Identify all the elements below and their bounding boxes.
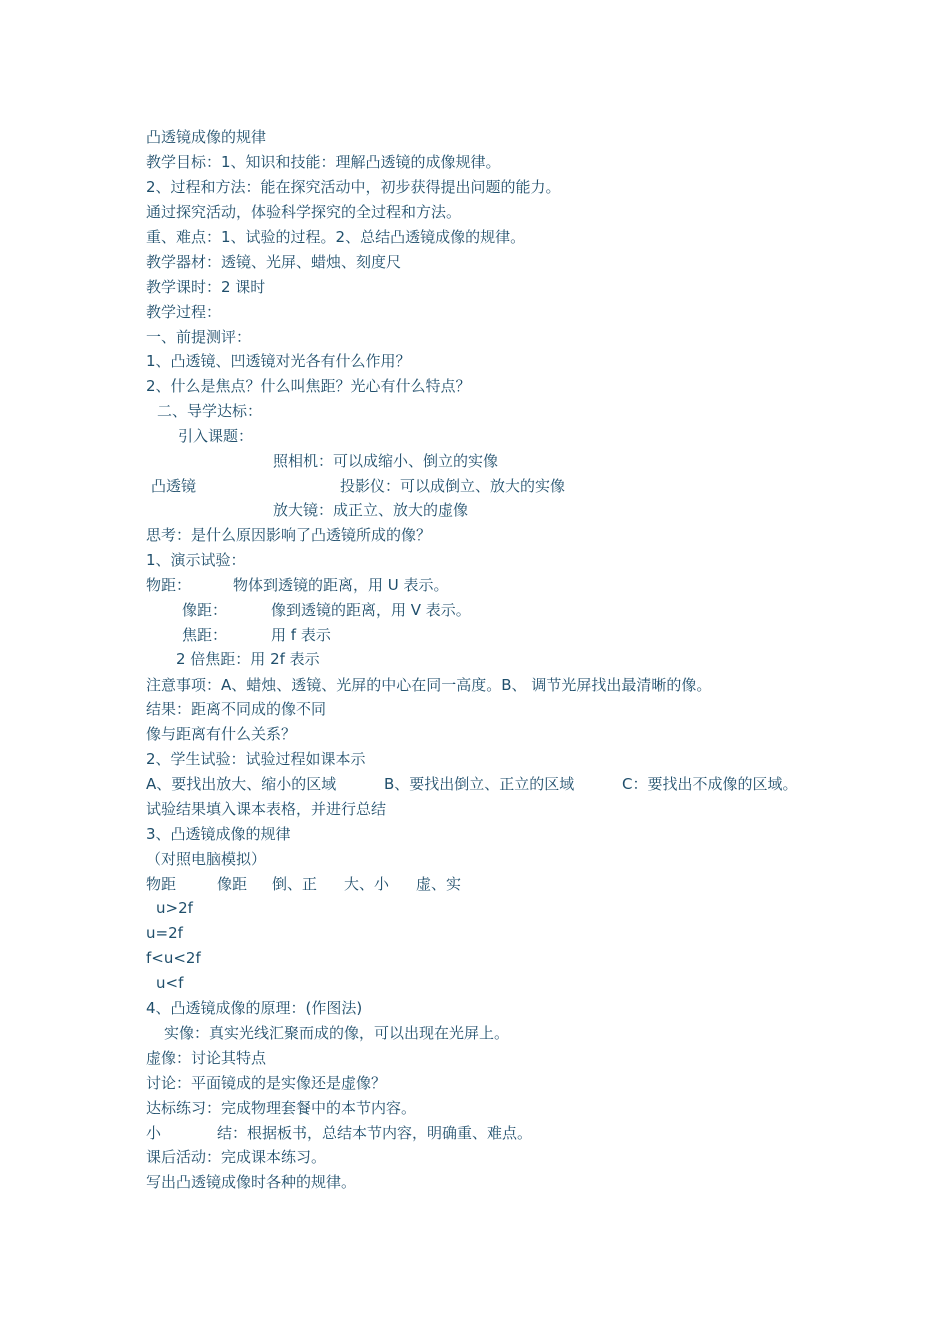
summary-text: 结：根据板书，总结本节内容，明确重、难点。: [217, 1124, 533, 1142]
result-line: 结果：距离不同成的像不同: [146, 700, 327, 718]
table-row-1: u>2f: [156, 899, 193, 917]
object-distance-definition: 物体到透镜的距离，用 U 表示。: [233, 576, 449, 594]
task-c: C：要找出不成像的区域。: [622, 775, 798, 793]
fill-table-line: 试验结果填入课本表格，并进行总结: [146, 800, 387, 818]
document-title: 凸透镜成像的规律: [146, 128, 267, 146]
focal-length-definition: 用 f 表示: [271, 626, 331, 644]
focal-length-label: 焦距：: [182, 626, 228, 644]
demo-heading: 1、演示试验：: [146, 551, 246, 569]
projector-line: 投影仪：可以成倒立、放大的实像: [340, 477, 566, 495]
after-class-line: 课后活动：完成课本练习。: [146, 1148, 327, 1166]
table-row-4: u<f: [156, 974, 184, 992]
process-heading: 教学过程：: [146, 303, 222, 321]
double-focal-line: 2 倍焦距：用 2f 表示: [176, 650, 320, 668]
real-image-line: 实像：真实光线汇聚而成的像，可以出现在光屏上。: [164, 1024, 510, 1042]
image-distance-definition: 像到透镜的距离，用 V 表示。: [271, 601, 471, 619]
convex-lens-label: 凸透镜: [151, 477, 197, 495]
objectives-line-3: 通过探究活动，体验科学探究的全过程和方法。: [146, 203, 462, 221]
principle-heading: 4、凸透镜成像的原理：(作图法): [146, 999, 363, 1017]
key-points-line: 重、难点：1、试验的过程。2、总结凸透镜成像的规律。: [146, 228, 526, 246]
relation-line: 像与距离有什么关系？: [146, 725, 297, 743]
objectives-line-2: 2、过程和方法：能在探究活动中，初步获得提出问题的能力。: [146, 178, 561, 196]
notes-line: 注意事项：A、蜡烛、透镜、光屏的中心在同一高度。B、 调节光屏找出最清晰的像。: [146, 676, 712, 694]
column-image-distance: 像距: [217, 875, 248, 893]
magnifier-line: 放大镜：成正立、放大的虚像: [273, 501, 469, 519]
think-line: 思考：是什么原因影响了凸透镜所成的像？: [146, 526, 432, 544]
task-b: B、要找出倒立、正立的区域: [384, 775, 575, 793]
discuss-line: 讨论：平面镜成的是实像还是虚像？: [146, 1074, 387, 1092]
simulate-line: （对照电脑模拟）: [146, 850, 267, 868]
column-object-distance: 物距: [146, 875, 177, 893]
section-2-heading: 二、导学达标：: [157, 402, 263, 420]
object-distance-label: 物距：: [146, 576, 192, 594]
virtual-image-line: 虚像：讨论其特点: [146, 1049, 267, 1067]
column-size: 大、小: [344, 875, 390, 893]
task-a: A、要找出放大、缩小的区域: [146, 775, 337, 793]
section-1-heading: 一、前提测评：: [146, 328, 252, 346]
summary-label: 小: [146, 1124, 162, 1142]
intro-line: 引入课题：: [178, 427, 254, 445]
class-hours-line: 教学课时：2 课时: [146, 278, 266, 296]
image-distance-label: 像距：: [182, 601, 228, 619]
student-experiment-heading: 2、学生试验：试验过程如课本示: [146, 750, 366, 768]
question-2: 2、什么是焦点？什么叫焦距？光心有什么特点？: [146, 377, 471, 395]
write-rules-line: 写出凸透镜成像时各种的规律。: [146, 1173, 357, 1191]
column-type: 虚、实: [416, 875, 462, 893]
column-orientation: 倒、正: [272, 875, 318, 893]
rule-3-heading: 3、凸透镜成像的规律: [146, 825, 291, 843]
exercise-line: 达标练习：完成物理套餐中的本节内容。: [146, 1099, 417, 1117]
table-row-3: f<u<2f: [146, 949, 201, 967]
objectives-line-1: 教学目标：1、知识和技能：理解凸透镜的成像规律。: [146, 153, 501, 171]
table-row-2: u=2f: [146, 924, 183, 942]
camera-line: 照相机：可以成缩小、倒立的实像: [273, 452, 499, 470]
equipment-line: 教学器材：透镜、光屏、蜡烛、刻度尺: [146, 253, 402, 271]
question-1: 1、凸透镜、凹透镜对光各有什么作用？: [146, 352, 411, 370]
